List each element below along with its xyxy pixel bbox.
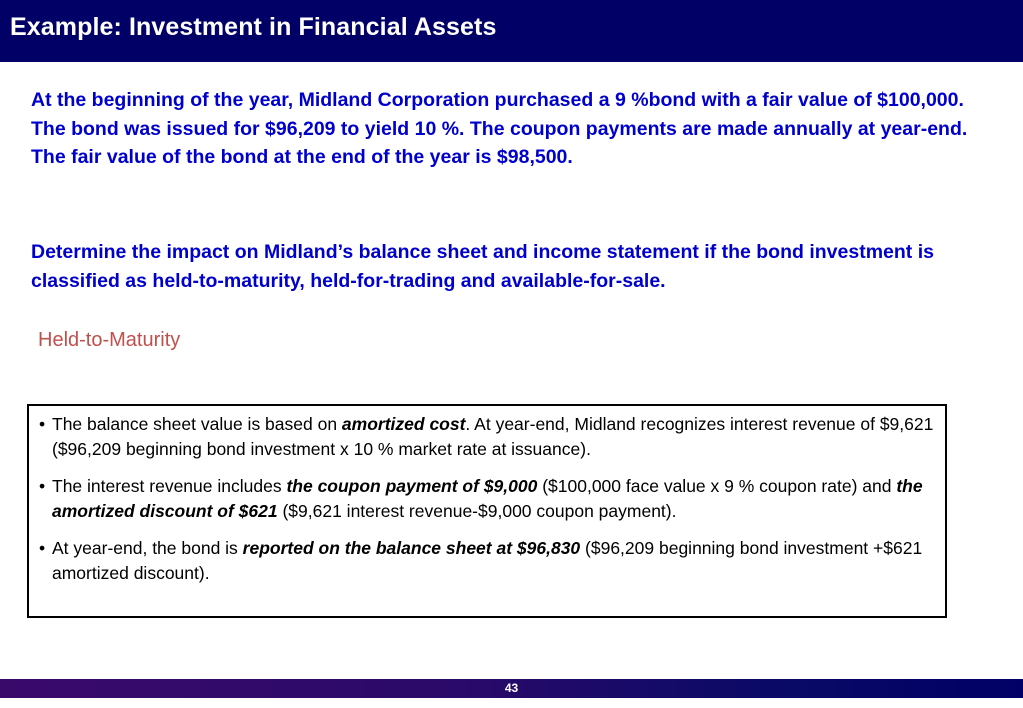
task-paragraph: Determine the impact on Midland’s balance sheet and income statement if the bond investment is classified as held-to-maturity, held-for-trading and available-for-sale.	[31, 241, 934, 292]
bullet-text: The interest revenue includes	[52, 476, 287, 496]
footer-bar	[0, 679, 1023, 698]
bullet-item	[39, 474, 937, 524]
bullet-dot: •	[39, 414, 46, 434]
intro-paragraph: At the beginning of the year, Midland Corporation purchased a 9 %bond with a fair value of $100,000. The bond was issued for $96,209 to yield 10 %. The coupon payments are made annually at year-end. The fair value of the bond at the end of the year is $98,500.	[31, 89, 968, 168]
slide-title: Example: Investment in Financial Assets	[10, 13, 497, 41]
bullet-dot: •	[39, 476, 46, 496]
explanation-box	[27, 404, 947, 618]
section-heading: Held-to-Maturity	[38, 329, 181, 351]
bullet-list	[39, 412, 937, 598]
bullet-emphasis: the amortized discount of $621	[52, 476, 923, 521]
bullet-emphasis: amortized cost	[341, 414, 466, 434]
bullet-text: . At year-end, Midland recognizes interest revenue of $9,621 ($96,209 beginning bond investment x 10 % market rate at issuance).	[52, 414, 934, 459]
bullet-item	[39, 536, 937, 586]
bullet-text: ($9,621 interest revenue-$9,000 coupon payment).	[277, 501, 677, 521]
bullet-text: At year-end, the bond is	[52, 538, 243, 558]
bullet-dot: •	[39, 538, 46, 558]
bullet-emphasis: the coupon payment of $9,000	[286, 476, 538, 496]
title-bar	[0, 0, 1023, 62]
bullet-text: The balance sheet value is based on	[52, 414, 342, 434]
page-number: 43	[504, 681, 519, 695]
bullet-text: ($100,000 face value x 9 % coupon rate) and	[537, 476, 897, 496]
bullet-emphasis: reported on the balance sheet at $96,830	[242, 538, 581, 558]
bullet-text: ($96,209 beginning bond investment +$621 amortized discount).	[52, 538, 923, 583]
bullet-item	[39, 412, 937, 462]
